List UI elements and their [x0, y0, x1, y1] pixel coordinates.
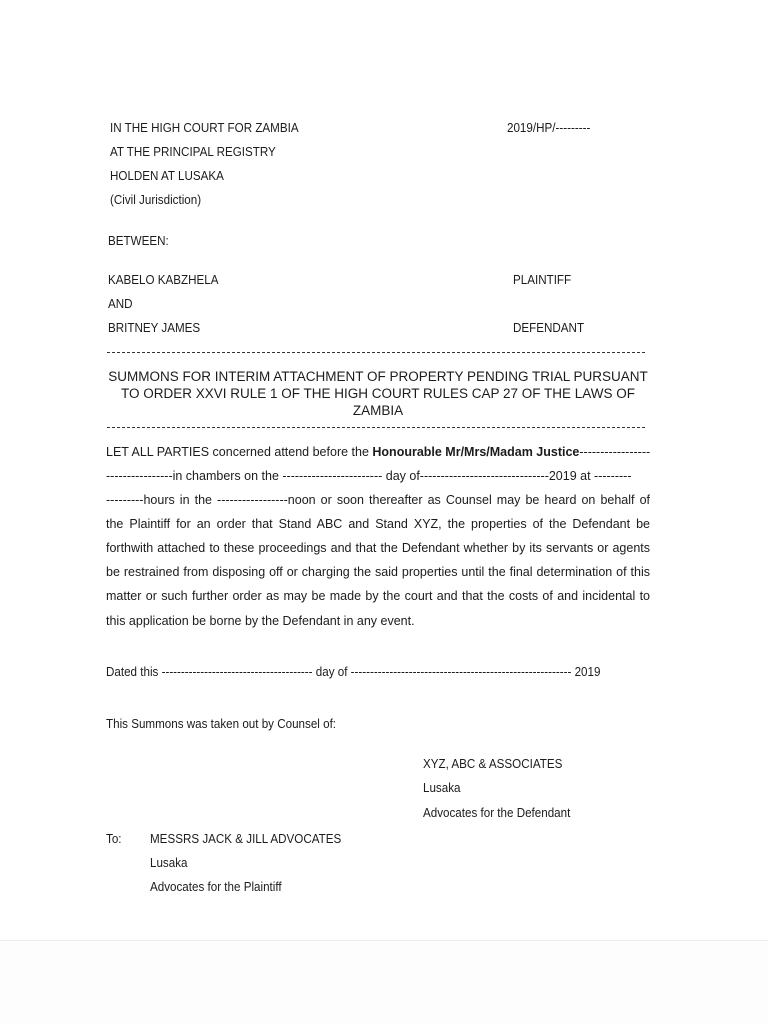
- holden-at: HOLDEN AT LUSAKA: [110, 169, 224, 183]
- justice-title: Honourable Mr/Mrs/Madam Justice: [372, 445, 580, 459]
- counsel-role: Advocates for the Defendant: [423, 806, 571, 820]
- body-line-7: matter or such further order as may be made by the court and that the costs of and incidental to: [106, 589, 650, 603]
- registry: AT THE PRINCIPAL REGISTRY: [110, 145, 276, 159]
- counsel-city: Lusaka: [423, 781, 461, 795]
- court-name: IN THE HIGH COURT FOR ZAMBIA: [110, 121, 299, 135]
- plaintiff-name: KABELO KABZHELA: [108, 273, 219, 287]
- defendant-role: DEFENDANT: [513, 321, 585, 335]
- counsel-firm: XYZ, ABC & ASSOCIATES: [423, 757, 563, 771]
- case-number: 2019/HP/---------: [507, 121, 591, 135]
- divider-top: [107, 352, 645, 353]
- body-line-8: this application be borne by the Defendant in any event.: [106, 614, 415, 628]
- body-text: LET ALL PARTIES concerned attend before the: [106, 445, 373, 459]
- to-role: Advocates for the Plaintiff: [150, 880, 282, 894]
- between-label: BETWEEN:: [108, 234, 169, 248]
- divider-bottom: [107, 427, 645, 428]
- plaintiff-role: PLAINTIFF: [513, 273, 572, 287]
- to-label: To:: [106, 832, 122, 846]
- body-line-3: ---------hours in the -----------------noon or soon thereafter as Counsel may be heard on behalf of: [106, 493, 650, 507]
- to-city: Lusaka: [150, 856, 188, 870]
- body-line-5: forthwith attached to these proceedings and that the Defendant whether by its servants or agents: [106, 541, 650, 555]
- dated-line: Dated this --------------------------------------- day of --------------------------------------------------------- 2019: [106, 665, 601, 679]
- defendant-name: BRITNEY JAMES: [108, 321, 201, 335]
- body-line-2: ----------------in chambers on the ------------------------ day of-------------------------------2019 at ---------: [106, 469, 632, 483]
- to-firm: MESSRS JACK & JILL ADVOCATES: [150, 832, 342, 846]
- body-line-1: [106, 444, 650, 460]
- jurisdiction: (Civil Jurisdiction): [110, 193, 202, 207]
- body-line-4: the Plaintiff for an order that Stand ABC and Stand XYZ, the properties of the Defendant be: [106, 517, 650, 531]
- taken-out-line: This Summons was taken out by Counsel of:: [106, 717, 337, 731]
- title-line-2: TO ORDER XXVI RULE 1 OF THE HIGH COURT RULES CAP 27 OF THE LAWS OF: [120, 386, 636, 401]
- and-label: AND: [108, 297, 133, 311]
- title-line-1: SUMMONS FOR INTERIM ATTACHMENT OF PROPERTY PENDING TRIAL PURSUANT: [108, 369, 648, 384]
- title-line-3: ZAMBIA: [352, 403, 404, 418]
- blank-dashes: -----------------: [579, 445, 650, 459]
- body-line-6: be restrained from disposing off or charging the said properties until the final determination of this: [106, 565, 650, 579]
